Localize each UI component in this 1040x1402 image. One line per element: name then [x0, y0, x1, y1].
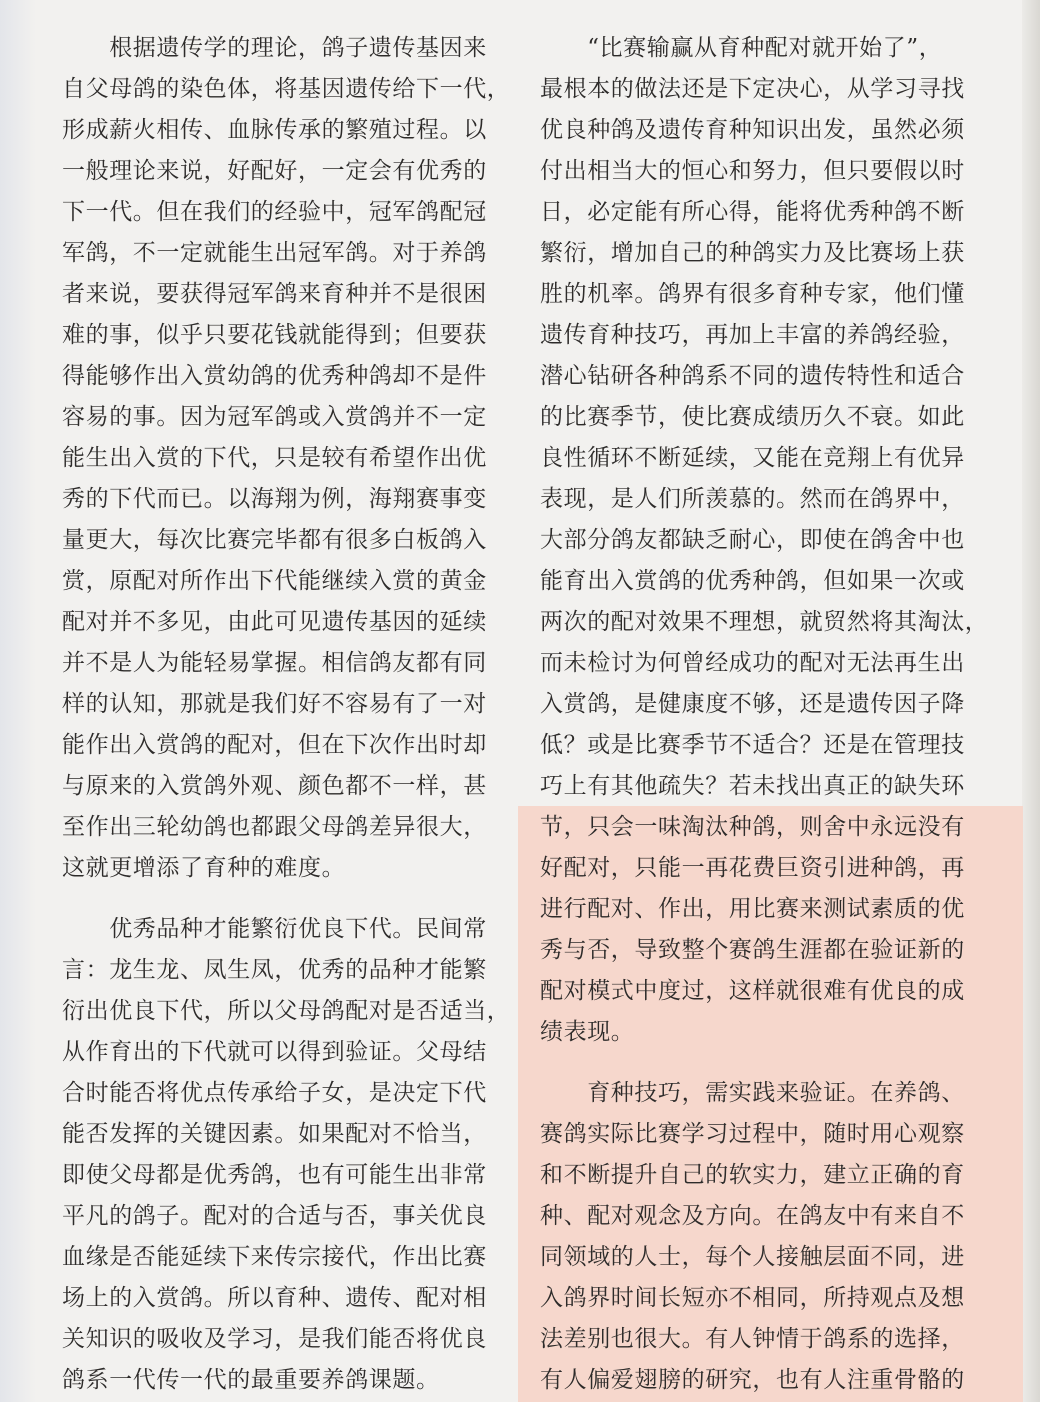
- page-edge-right: [1022, 0, 1040, 1402]
- text-line: 鸽系一代传一代的最重要养鸽课题。: [62, 1367, 440, 1393]
- text-line: 容易的事。因为冠军鸽或入赏鸽并不一定: [62, 404, 487, 430]
- text-line: 法差别也很大。有人钟情于鸽系的选择，: [540, 1326, 965, 1352]
- text-line: 血缘是否能延续下来传宗接代，作出比赛: [62, 1244, 487, 1270]
- text-line: 平凡的鸽子。配对的合适与否，事关优良: [62, 1203, 487, 1229]
- text-line: 低？或是比赛季节不适合？还是在管理技: [540, 732, 965, 758]
- text-line: 种、配对观念及方向。在鸽友中有来自不: [540, 1203, 965, 1229]
- paragraph-gap: [540, 1053, 988, 1073]
- left-paragraph-2: [62, 909, 510, 1401]
- text-line: 赏，原配对所作出下代能继续入赏的黄金: [62, 568, 487, 594]
- text-line: 衍出优良下代，所以父母鸽配对是否适当，: [62, 998, 511, 1024]
- text-line: 繁衍，增加自己的种鸽实力及比赛场上获: [540, 240, 965, 266]
- text-line: 能作出入赏鸽的配对，但在下次作出时却: [62, 732, 487, 758]
- text-line: 配对模式中度过，这样就很难有优良的成: [540, 978, 965, 1004]
- text-line: 巧上有其他疏失？若未找出真正的缺失环: [540, 773, 965, 799]
- right-paragraph-2: [540, 1073, 988, 1401]
- text-line: 能生出入赏的下代，只是较有希望作出优: [62, 445, 487, 471]
- text-line: 的比赛季节，使比赛成绩历久不衰。如此: [540, 404, 965, 430]
- paragraph-gap: [62, 889, 510, 909]
- text-line: 军鸽，不一定就能生出冠军鸽。对于养鸽: [62, 240, 487, 266]
- left-paragraph-1: [62, 28, 510, 889]
- text-line: 表现，是人们所羡慕的。然而在鸽界中，: [540, 486, 965, 512]
- text-line: 和不断提升自己的软实力，建立正确的育: [540, 1162, 965, 1188]
- text-line: 秀与否，导致整个赛鸽生涯都在验证新的: [540, 937, 965, 963]
- text-line: 绩表现。: [540, 1019, 635, 1045]
- text-line: 大部分鸽友都缺乏耐心，即使在鸽舍中也: [540, 527, 965, 553]
- text-line: 即使父母都是优秀鸽，也有可能生出非常: [62, 1162, 487, 1188]
- text-line: 赛鸽实际比赛学习过程中，随时用心观察: [540, 1121, 965, 1147]
- text-line: 而未检讨为何曾经成功的配对无法再生出: [540, 650, 965, 676]
- text-line: 者来说，要获得冠军鸽来育种并不是很困: [62, 281, 487, 307]
- text-line: 进行配对、作出，用比赛来测试素质的优: [540, 896, 965, 922]
- left-column: [62, 28, 510, 1401]
- text-line: 秀的下代而已。以海翔为例，海翔赛事变: [62, 486, 487, 512]
- text-line: 遗传育种技巧，再加上丰富的养鸽经验，: [540, 322, 965, 348]
- right-paragraph-1: [540, 28, 988, 1053]
- text-line: 样的认知，那就是我们好不容易有了一对: [62, 691, 487, 717]
- text-line: 能否发挥的关键因素。如果配对不恰当，: [62, 1121, 487, 1147]
- text-line: 难的事，似乎只要花钱就能得到；但要获: [62, 322, 487, 348]
- text-line: 优秀品种才能繁衍优良下代。民间常: [62, 916, 487, 942]
- text-line: 一般理论来说，好配好，一定会有优秀的: [62, 158, 487, 184]
- text-line: 同领域的人士，每个人接触层面不同，进: [540, 1244, 965, 1270]
- text-line: 从作育出的下代就可以得到验证。父母结: [62, 1039, 487, 1065]
- text-line: 有人偏爱翅膀的研究，也有人注重骨骼的: [540, 1367, 965, 1393]
- text-line: 胜的机率。鸽界有很多育种专家，他们懂: [540, 281, 965, 307]
- text-line: 根据遗传学的理论，鸽子遗传基因来: [62, 35, 487, 61]
- text-line: 场上的入赏鸽。所以育种、遗传、配对相: [62, 1285, 487, 1311]
- text-line: 两次的配对效果不理想，就贸然将其淘汰，: [540, 609, 989, 635]
- text-line: 量更大，每次比赛完毕都有很多白板鸽入: [62, 527, 487, 553]
- text-line: 关知识的吸收及学习，是我们能否将优良: [62, 1326, 487, 1352]
- text-line: 合时能否将优点传承给子女，是决定下代: [62, 1080, 487, 1106]
- text-line: “比赛输赢从育种配对就开始了”，: [540, 35, 943, 61]
- text-line: 言：龙生龙、凤生凤，优秀的品种才能繁: [62, 957, 487, 983]
- text-line: 并不是人为能轻易掌握。相信鸽友都有同: [62, 650, 487, 676]
- text-line: 良性循环不断延续，又能在竞翔上有优异: [540, 445, 965, 471]
- text-line: 自父母鸽的染色体，将基因遗传给下一代，: [62, 76, 511, 102]
- page-shadow-left: [0, 0, 36, 1402]
- text-line: 入赏鸽，是健康度不够，还是遗传因子降: [540, 691, 965, 717]
- text-line: 至作出三轮幼鸽也都跟父母鸽差异很大，: [62, 814, 487, 840]
- text-line: 能育出入赏鸽的优秀种鸽，但如果一次或: [540, 568, 965, 594]
- text-line: 潜心钻研各种鸽系不同的遗传特性和适合: [540, 363, 965, 389]
- text-line: 这就更增添了育种的难度。: [62, 855, 346, 881]
- text-line: 下一代。但在我们的经验中，冠军鸽配冠: [62, 199, 487, 225]
- text-line: 好配对，只能一再花费巨资引进种鸽，再: [540, 855, 965, 881]
- text-line: 优良种鸽及遗传育种知识出发，虽然必须: [540, 117, 965, 143]
- text-line: 配对并不多见，由此可见遗传基因的延续: [62, 609, 487, 635]
- text-line: 付出相当大的恒心和努力，但只要假以时: [540, 158, 965, 184]
- text-line: 最根本的做法还是下定决心，从学习寻找: [540, 76, 965, 102]
- text-line: 育种技巧，需实践来验证。在养鸽、: [540, 1080, 965, 1106]
- text-line: 节，只会一味淘汰种鸽，则舍中永远没有: [540, 814, 965, 840]
- text-line: 入鸽界时间长短亦不相同，所持观点及想: [540, 1285, 965, 1311]
- text-line: 形成薪火相传、血脉传承的繁殖过程。以: [62, 117, 487, 143]
- text-line: 与原来的入赏鸽外观、颜色都不一样，甚: [62, 773, 487, 799]
- text-line: 日，必定能有所心得，能将优秀种鸽不断: [540, 199, 965, 225]
- right-column: [540, 28, 988, 1401]
- text-line: 得能够作出入赏幼鸽的优秀种鸽却不是件: [62, 363, 487, 389]
